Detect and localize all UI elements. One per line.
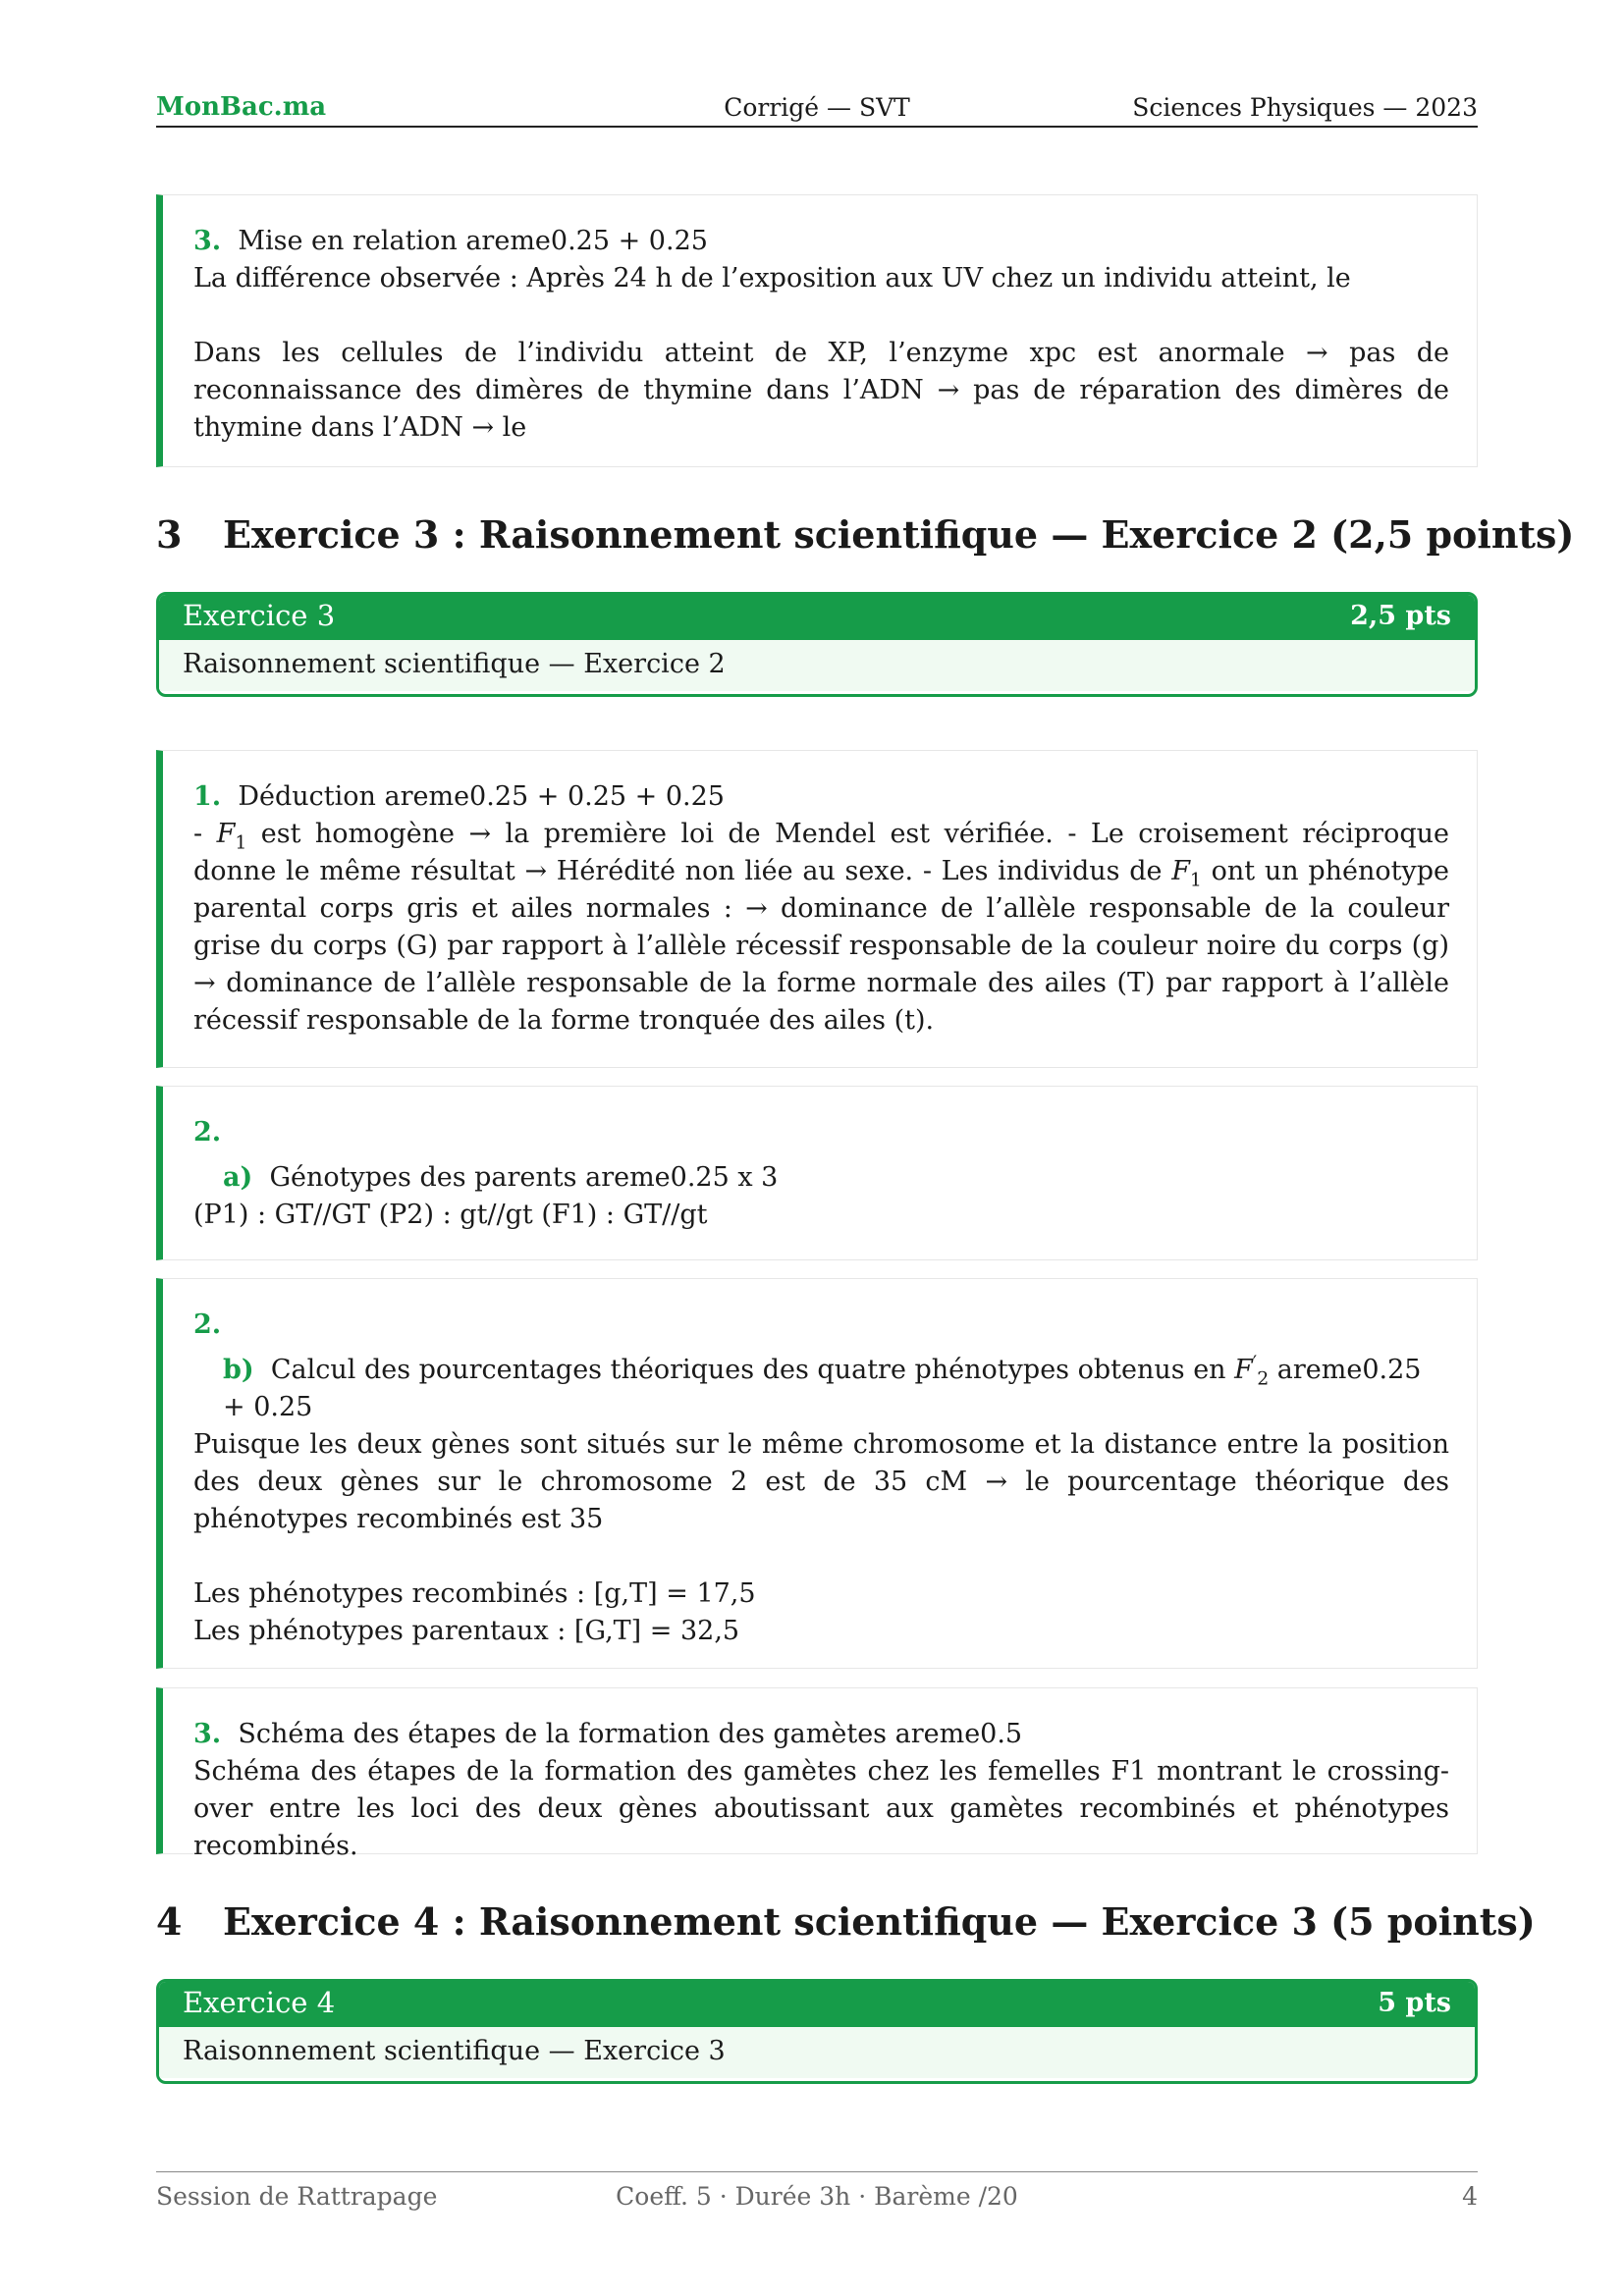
- subquestion-label: a): [223, 1162, 253, 1193]
- page-footer: [156, 2171, 1478, 2212]
- question-heading: [193, 1716, 1449, 1753]
- exercise-subtitle: Raisonnement scientifique — Exercice 3: [159, 2027, 1475, 2078]
- question-number: 3.: [193, 226, 222, 256]
- exercise-card-header: [159, 1982, 1475, 2027]
- site-logo-text[interactable]: MonBac.ma: [156, 92, 327, 122]
- question-heading: [193, 223, 1449, 260]
- section-heading: Exercice 4 : Raisonnement scientifique — Exercice 3 (5 points): [223, 1899, 1536, 1944]
- question-number: 2.: [193, 1117, 222, 1148]
- section-number: 3: [156, 512, 183, 557]
- answer-line: La différence observée : Après 24 h de l’exposition aux UV chez un individu atteint, le: [193, 263, 1351, 294]
- subquestion-label: b): [223, 1355, 254, 1385]
- exercise-card-3: [156, 592, 1478, 697]
- page: [156, 0, 1575, 2296]
- question-title: Déduction areme0.25 + 0.25 + 0.25: [238, 781, 725, 812]
- question-title: Schéma des étapes de la formation des gamètes areme0.5: [238, 1719, 1023, 1749]
- section-title-4: [156, 1899, 1536, 1944]
- exercise-points: 2,5 pts: [1350, 601, 1451, 631]
- header-subject: Corrigé — SVT: [724, 93, 910, 122]
- answer-box-q2a: [156, 1086, 1478, 1260]
- answer-line-parental: Les phénotypes parentaux : [G,T] = 32,5: [193, 1616, 740, 1646]
- footer-info: Coeff. 5 · Durée 3h · Barème /20: [616, 2182, 1018, 2211]
- question-number: 1.: [193, 781, 222, 812]
- question-title: Mise en relation areme0.25 + 0.25: [238, 226, 708, 256]
- answer-paragraph: Puisque les deux gènes sont situés sur le même chromosome et la distance entre la position des deux gènes sur le chromosome 2 est de 35 cM → le pourcentage théorique des phénotypes recombinés est 35: [193, 1429, 1449, 1534]
- subquestion-heading: [193, 1352, 1449, 1426]
- section-title-3: [156, 512, 1575, 557]
- exercise-title: Exercice 4: [183, 1986, 336, 2019]
- subquestion-title: Génotypes des parents areme0.25 x 3: [269, 1162, 779, 1193]
- answer-line: (P1) : GT//GT (P2) : gt//gt (F1) : GT//gt: [193, 1200, 708, 1230]
- answer-paragraph: - $F_1$ est homogène → la première loi de Mendel est vérifiée. - Le croisement réciproque donne le même résultat → Hérédité non liée au sexe. - Les individus de $F_1$ ont un phénotype parental corps gris et ailes normales : → dominance de l’allèle responsable de la couleur grise du corps (G) par rapport à l’allèle récessif responsable de la couleur noire du corps (g) → dominance de l’allèle responsable de la forme normale des ailes (T) par rapport à l’allèle récessif responsable de la forme tronquée des ailes (t).: [193, 819, 1450, 1036]
- answer-box-q1: [156, 750, 1478, 1068]
- exercise-card-4: [156, 1979, 1478, 2084]
- section-heading: Exercice 3 : Raisonnement scientifique — Exercice 2 (2,5 points): [223, 512, 1575, 557]
- answer-paragraph: Schéma des étapes de la formation des gamètes chez les femelles F1 montrant le crossing-over entre les loci des deux gènes aboutissant aux gamètes recombinés et phénotypes recombinés.: [193, 1756, 1449, 1861]
- answer-line-recombined: Les phénotypes recombinés : [g,T] = 17,5: [193, 1578, 756, 1609]
- answer-box-q3: [156, 194, 1478, 467]
- page-number: 4: [1462, 2182, 1478, 2211]
- exercise-subtitle: Raisonnement scientifique — Exercice 2: [159, 640, 1475, 691]
- question-number: 2.: [193, 1309, 222, 1340]
- header-exam: Sciences Physiques — 2023: [1132, 93, 1478, 122]
- page-header: [156, 92, 1478, 128]
- section-number: 4: [156, 1899, 183, 1944]
- answer-paragraph: Dans les cellules de l’individu atteint de XP, l’enzyme xpc est anormale → pas de reconnaissance des dimères de thymine dans l’ADN → pas de réparation des dimères de thymine dans l’ADN → le: [193, 338, 1449, 443]
- exercise-card-header: [159, 595, 1475, 640]
- subquestion-title: Calcul des pourcentages théoriques des quatre phénotypes obtenus en $F'_2$ areme0.25 + 0.25: [223, 1352, 1422, 1422]
- answer-box-q3-schema: [156, 1687, 1478, 1861]
- footer-session: Session de Rattrapage: [156, 2182, 438, 2211]
- subquestion-heading: [193, 1159, 1449, 1197]
- question-number: 3.: [193, 1719, 222, 1749]
- answer-box-q2b: [156, 1278, 1478, 1669]
- exercise-points: 5 pts: [1378, 1988, 1451, 2018]
- question-heading: [193, 778, 1449, 816]
- exercise-title: Exercice 3: [183, 599, 336, 632]
